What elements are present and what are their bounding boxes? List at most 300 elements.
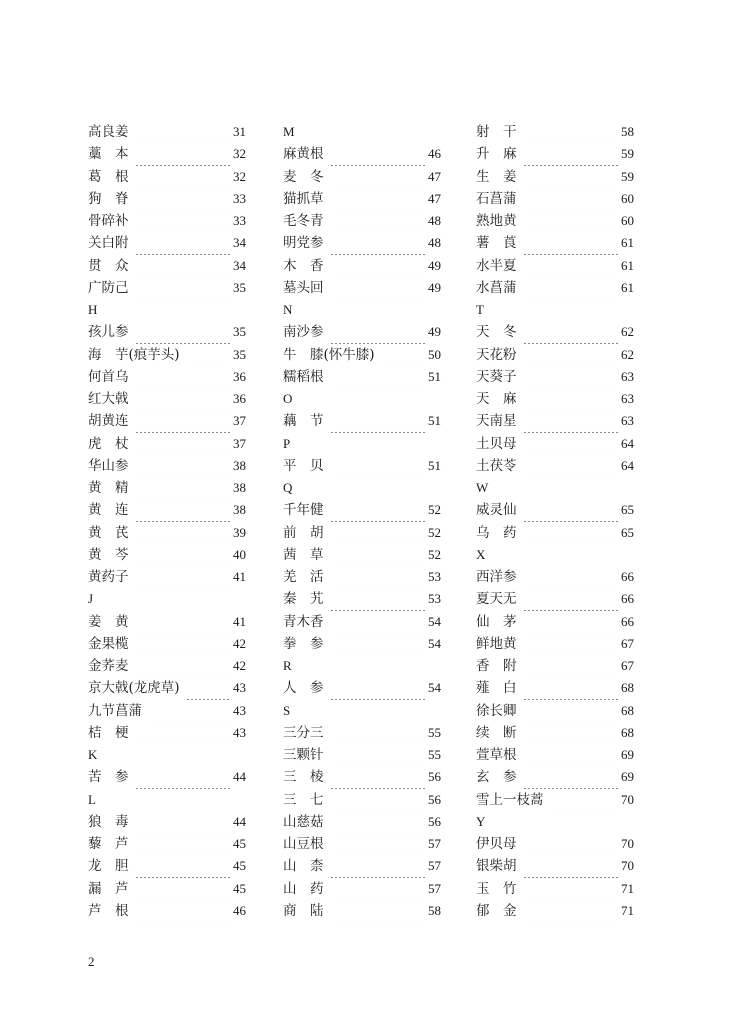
- entry-page-number: 42: [233, 635, 246, 651]
- entry-name: 天 冬: [476, 324, 517, 341]
- index-entry: [283, 544, 441, 566]
- leader-dots: [330, 321, 427, 343]
- index-entry: [283, 789, 441, 811]
- leader-dots: [523, 566, 620, 588]
- leader-dots: [135, 410, 232, 432]
- index-entry: [283, 344, 441, 366]
- leader-dots: [523, 388, 620, 410]
- index-entry: [283, 611, 441, 633]
- leader-dots: [135, 455, 232, 477]
- index-entry: [283, 878, 441, 900]
- entry-page-number: 38: [233, 502, 246, 518]
- entry-page-number: 45: [233, 858, 246, 874]
- entry-name: 麦 冬: [283, 168, 324, 185]
- entry-page-number: 54: [428, 680, 441, 696]
- leader-dots: [330, 811, 427, 833]
- leader-dots: [523, 833, 620, 855]
- entry-page-number: 41: [233, 569, 246, 584]
- leader-dots: [523, 766, 620, 788]
- entry-page-number: 65: [621, 524, 634, 540]
- entry-page-number: 70: [621, 858, 634, 874]
- leader-dots: [135, 366, 232, 388]
- section-letter: N: [283, 302, 293, 317]
- entry-name: 香 附: [476, 658, 517, 674]
- entry-page-number: 57: [428, 880, 441, 896]
- leader-dots: [330, 766, 427, 788]
- index-entry: [283, 677, 441, 699]
- leader-dots: [330, 677, 427, 699]
- index-entry: [88, 566, 246, 588]
- entry-page-number: 49: [428, 324, 441, 340]
- entry-page-number: 37: [233, 413, 246, 429]
- entry-name: 华山参: [88, 457, 129, 474]
- entry-name: 木 香: [283, 257, 324, 274]
- leader-dots: [523, 143, 620, 165]
- entry-page-number: 53: [428, 569, 441, 584]
- index-entry: [476, 655, 634, 677]
- index-entry: [476, 855, 634, 877]
- index-entry: [283, 566, 441, 588]
- entry-page-number: 51: [428, 368, 441, 384]
- index-entry: [476, 232, 634, 254]
- index-entry: [476, 900, 634, 922]
- entry-page-number: 52: [428, 546, 441, 562]
- entry-page-number: 33: [233, 190, 246, 206]
- entry-name: 狗 脊: [88, 190, 129, 207]
- entry-name: 商 陆: [283, 902, 324, 919]
- entry-name: 虎 杖: [88, 435, 129, 452]
- entry-name: 糯稻根: [283, 368, 324, 385]
- index-entry: [88, 677, 246, 699]
- leader-dots: [330, 566, 427, 588]
- leader-dots: [135, 499, 232, 521]
- index-entry: [476, 522, 634, 544]
- page-number: 2: [88, 954, 95, 969]
- index-entry: [88, 410, 246, 432]
- leader-dots: [135, 878, 232, 900]
- entry-name: 孩儿参: [88, 324, 129, 341]
- leader-dots: [523, 277, 620, 299]
- leader-dots: [523, 321, 620, 343]
- index-entry: [88, 388, 246, 410]
- leader-dots: [330, 277, 427, 299]
- entry-page-number: 67: [621, 658, 634, 673]
- entry-name: 山豆根: [283, 836, 324, 852]
- section-letter: O: [283, 391, 293, 406]
- leader-dots: [330, 633, 427, 655]
- leader-dots: [135, 766, 232, 788]
- entry-page-number: 64: [621, 435, 634, 451]
- entry-name: 土贝母: [476, 435, 517, 452]
- leader-dots: [135, 143, 232, 165]
- entry-page-number: 35: [233, 279, 246, 295]
- index-entry: [283, 210, 441, 232]
- section-letter: J: [88, 591, 94, 607]
- entry-page-number: 51: [428, 457, 441, 473]
- entry-page-number: 52: [428, 502, 441, 518]
- index-entry: [283, 321, 441, 343]
- entry-name: 山 药: [283, 880, 324, 897]
- entry-name: 千年健: [283, 502, 324, 519]
- index-entry: [283, 499, 441, 521]
- entry-name: 狼 毒: [88, 813, 129, 830]
- index-entry: [88, 477, 246, 499]
- index-entry: [88, 722, 246, 744]
- entry-page-number: 33: [233, 213, 246, 228]
- entry-name: 龙 胆: [88, 858, 129, 875]
- index-entry: [476, 344, 634, 366]
- entry-name: 藕 节: [283, 413, 324, 430]
- entry-name: 墓头回: [283, 279, 324, 296]
- entry-name: 天南星: [476, 413, 517, 430]
- leader-dots: [523, 499, 620, 521]
- entry-name: 前 胡: [283, 524, 324, 541]
- section-letter: R: [283, 658, 292, 673]
- leader-dots: [135, 388, 232, 410]
- leader-dots: [523, 232, 620, 254]
- leader-dots: [523, 611, 620, 633]
- index-column-3: [476, 121, 634, 922]
- entry-name: 高良姜: [88, 124, 129, 140]
- leader-dots: [330, 611, 427, 633]
- leader-dots: [135, 544, 232, 566]
- entry-name: 射 干: [476, 124, 517, 140]
- entry-page-number: 58: [428, 902, 441, 918]
- entry-name: 何首乌: [88, 368, 129, 385]
- entry-page-number: 66: [621, 569, 634, 584]
- index-entry: [88, 255, 246, 277]
- entry-page-number: 52: [428, 524, 441, 540]
- leader-dots: [135, 232, 232, 254]
- entry-name: 明党参: [283, 235, 324, 252]
- entry-page-number: 58: [621, 124, 634, 139]
- entry-name: 芦 根: [88, 902, 129, 919]
- index-entry: [283, 766, 441, 788]
- index-entry: [476, 722, 634, 744]
- section-letter: Q: [283, 480, 293, 495]
- leader-dots: [135, 833, 232, 855]
- entry-name: 广防己: [88, 279, 129, 296]
- entry-name: 九节菖蒲: [88, 702, 142, 719]
- leader-dots: [186, 344, 231, 366]
- leader-dots: [550, 789, 620, 811]
- leader-dots: [330, 210, 427, 232]
- leader-dots: [135, 255, 232, 277]
- entry-page-number: 43: [233, 680, 246, 696]
- entry-name: 茜 草: [283, 546, 324, 563]
- leader-dots: [135, 633, 232, 655]
- index-entry: [283, 811, 441, 833]
- entry-name: 金果榄: [88, 635, 129, 652]
- entry-page-number: 62: [621, 346, 634, 362]
- leader-dots: [523, 455, 620, 477]
- leader-dots: [330, 833, 427, 855]
- leader-dots: [135, 811, 232, 833]
- index-entry: [476, 255, 634, 277]
- index-entry: [88, 232, 246, 254]
- index-entry: [283, 633, 441, 655]
- entry-page-number: 63: [621, 368, 634, 384]
- leader-dots: [330, 255, 427, 277]
- entry-name: 西洋参: [476, 569, 517, 585]
- leader-dots: [135, 900, 232, 922]
- entry-page-number: 64: [621, 457, 634, 473]
- entry-page-number: 56: [428, 791, 441, 807]
- index-entry: [476, 789, 634, 811]
- index-entry: [88, 855, 246, 877]
- leader-dots: [330, 499, 427, 521]
- entry-page-number: 63: [621, 413, 634, 429]
- leader-dots: [523, 655, 620, 677]
- leader-dots: [330, 366, 427, 388]
- leader-dots: [186, 677, 231, 699]
- entry-name: 金荞麦: [88, 658, 129, 674]
- entry-name: 三颗针: [283, 747, 324, 763]
- entry-page-number: 56: [428, 769, 441, 785]
- entry-page-number: 48: [428, 235, 441, 251]
- entry-page-number: 35: [233, 346, 246, 362]
- leader-dots: [330, 900, 427, 922]
- leader-dots: [135, 566, 232, 588]
- section-letter: H: [88, 302, 98, 317]
- entry-name: 骨碎补: [88, 213, 129, 229]
- index-entry: [88, 188, 246, 210]
- index-entry: [476, 611, 634, 633]
- index-entry: [476, 188, 634, 210]
- entry-name: 生 姜: [476, 168, 517, 185]
- leader-dots: [148, 700, 231, 722]
- index-entry: [88, 321, 246, 343]
- leader-dots: [523, 522, 620, 544]
- entry-page-number: 38: [233, 480, 246, 495]
- leader-dots: [330, 544, 427, 566]
- leader-dots: [523, 255, 620, 277]
- entry-name: 关白附: [88, 235, 129, 252]
- entry-page-number: 70: [621, 836, 634, 851]
- leader-dots: [523, 166, 620, 188]
- index-entry: [88, 210, 246, 232]
- entry-name: 葛 根: [88, 168, 129, 185]
- entry-page-number: 56: [428, 813, 441, 829]
- entry-page-number: 36: [233, 368, 246, 384]
- entry-name: 天葵子: [476, 368, 517, 385]
- entry-name: 拳 参: [283, 635, 324, 652]
- index-entry: [88, 833, 246, 855]
- leader-dots: [135, 210, 232, 232]
- leader-dots: [330, 722, 427, 744]
- entry-page-number: 50: [428, 346, 441, 362]
- leader-dots: [381, 344, 426, 366]
- entry-name: 黄 芪: [88, 524, 129, 541]
- entry-name: 薯 莨: [476, 235, 517, 252]
- entry-page-number: 45: [233, 836, 246, 851]
- leader-dots: [523, 633, 620, 655]
- entry-page-number: 47: [428, 168, 441, 184]
- leader-dots: [135, 121, 232, 143]
- index-entry: [283, 588, 441, 610]
- entry-name: 山慈菇: [283, 813, 324, 830]
- index-entry: [88, 700, 246, 722]
- index-entry: [88, 433, 246, 455]
- entry-page-number: 54: [428, 635, 441, 651]
- leader-dots: [330, 588, 427, 610]
- entry-name: 萱草根: [476, 747, 517, 763]
- entry-page-number: 65: [621, 502, 634, 518]
- entry-page-number: 57: [428, 858, 441, 874]
- leader-dots: [135, 166, 232, 188]
- leader-dots: [523, 855, 620, 877]
- leader-dots: [135, 522, 232, 544]
- entry-name: 黄 芩: [88, 546, 129, 563]
- leader-dots: [523, 433, 620, 455]
- entry-name: 牛 膝(怀牛膝): [283, 346, 375, 363]
- entry-page-number: 68: [621, 680, 634, 696]
- entry-page-number: 51: [428, 413, 441, 429]
- entry-page-number: 31: [233, 124, 246, 139]
- entry-name: 水半夏: [476, 257, 517, 274]
- index-entry: [88, 166, 246, 188]
- index-entry: [283, 744, 441, 766]
- index-entry: [476, 588, 634, 610]
- entry-page-number: 37: [233, 435, 246, 451]
- leader-dots: [135, 655, 232, 677]
- index-entry: [88, 121, 246, 143]
- entry-name: 续 断: [476, 724, 517, 741]
- index-column-1: [88, 121, 246, 922]
- leader-dots: [523, 878, 620, 900]
- index-entry: [476, 410, 634, 432]
- index-entry: [88, 811, 246, 833]
- leader-dots: [135, 188, 232, 210]
- leader-dots: [330, 789, 427, 811]
- entry-name: 黄药子: [88, 569, 129, 585]
- entry-page-number: 71: [621, 902, 634, 918]
- entry-page-number: 38: [233, 457, 246, 473]
- entry-page-number: 40: [233, 546, 246, 562]
- index-entry: [283, 855, 441, 877]
- leader-dots: [523, 366, 620, 388]
- index-column-2: [283, 121, 441, 922]
- section-letter: K: [88, 747, 98, 762]
- leader-dots: [523, 121, 620, 143]
- entry-name: 京大戟(龙虎草): [88, 680, 180, 697]
- index-entry: [476, 566, 634, 588]
- leader-dots: [523, 588, 620, 610]
- entry-page-number: 59: [621, 168, 634, 184]
- index-entry: [88, 633, 246, 655]
- index-entry: [476, 455, 634, 477]
- entry-name: 毛冬青: [283, 213, 324, 229]
- leader-dots: [523, 677, 620, 699]
- entry-page-number: 48: [428, 213, 441, 228]
- entry-page-number: 71: [621, 880, 634, 896]
- leader-dots: [523, 722, 620, 744]
- index-entry: [88, 878, 246, 900]
- index-entry: [88, 277, 246, 299]
- leader-dots: [330, 410, 427, 432]
- section-letter: X: [476, 546, 486, 562]
- entry-name: 伊贝母: [476, 836, 517, 852]
- entry-page-number: 47: [428, 190, 441, 206]
- leader-dots: [330, 522, 427, 544]
- index-entry: [88, 143, 246, 165]
- index-entry: [476, 388, 634, 410]
- index-entry: [476, 878, 634, 900]
- index-entry: [283, 410, 441, 432]
- entry-name: 贯 众: [88, 257, 129, 274]
- entry-page-number: 44: [233, 813, 246, 829]
- index-entry: [88, 366, 246, 388]
- index-entry: [476, 677, 634, 699]
- leader-dots: [523, 700, 620, 722]
- entry-page-number: 55: [428, 747, 441, 762]
- leader-dots: [330, 855, 427, 877]
- entry-page-number: 61: [621, 235, 634, 251]
- index-entry: [476, 433, 634, 455]
- entry-name: 藜 芦: [88, 836, 129, 852]
- entry-page-number: 62: [621, 324, 634, 340]
- entry-name: 水菖蒲: [476, 279, 517, 296]
- leader-dots: [330, 188, 427, 210]
- index-entry: [283, 255, 441, 277]
- index-entry: [476, 499, 634, 521]
- section-letter: S: [283, 702, 291, 718]
- entry-name: 天花粉: [476, 346, 517, 363]
- entry-page-number: 46: [233, 902, 246, 918]
- entry-page-number: 49: [428, 279, 441, 295]
- entry-name: 薤 白: [476, 680, 517, 697]
- index-entry: [476, 766, 634, 788]
- index-entry: [88, 499, 246, 521]
- entry-name: 平 贝: [283, 457, 324, 474]
- entry-page-number: 60: [621, 190, 634, 206]
- leader-dots: [135, 722, 232, 744]
- leader-dots: [135, 277, 232, 299]
- index-entry: [283, 722, 441, 744]
- index-entry: [283, 366, 441, 388]
- leader-dots: [135, 611, 232, 633]
- entry-name: 山 柰: [283, 858, 324, 875]
- index-entry: [88, 455, 246, 477]
- entry-name: 徐长卿: [476, 702, 517, 719]
- entry-page-number: 68: [621, 724, 634, 740]
- entry-page-number: 43: [233, 724, 246, 740]
- entry-name: 黄 精: [88, 480, 129, 496]
- entry-page-number: 43: [233, 702, 246, 718]
- index-entry: [476, 700, 634, 722]
- leader-dots: [330, 878, 427, 900]
- entry-page-number: 44: [233, 769, 246, 785]
- entry-name: 人 参: [283, 680, 324, 697]
- entry-name: 胡黄连: [88, 413, 129, 430]
- leader-dots: [330, 232, 427, 254]
- index-entry: [476, 744, 634, 766]
- index-entry: [88, 522, 246, 544]
- entry-page-number: 61: [621, 257, 634, 273]
- entry-page-number: 61: [621, 279, 634, 295]
- entry-page-number: 60: [621, 213, 634, 228]
- index-entry: [88, 655, 246, 677]
- index-entry: [88, 344, 246, 366]
- entry-page-number: 63: [621, 391, 634, 406]
- entry-name: 猫抓草: [283, 190, 324, 207]
- section-letter: P: [283, 435, 291, 451]
- entry-name: 麻黄根: [283, 146, 324, 163]
- entry-page-number: 34: [233, 257, 246, 273]
- entry-page-number: 35: [233, 324, 246, 340]
- entry-name: 玄 参: [476, 769, 517, 786]
- index-entry: [476, 210, 634, 232]
